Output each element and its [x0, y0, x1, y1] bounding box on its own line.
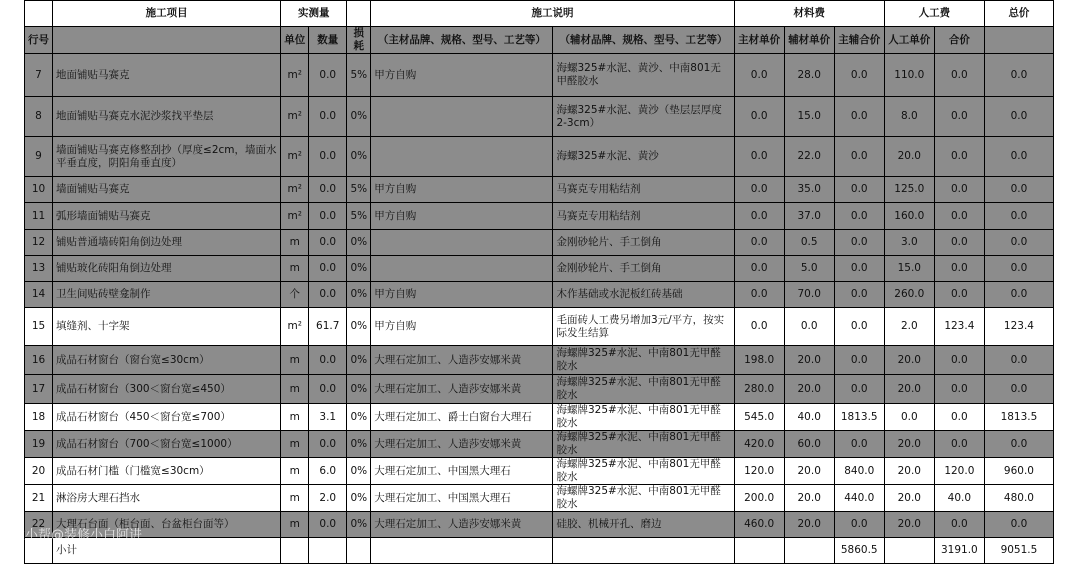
empty-cell	[309, 538, 347, 564]
cell-main-unit-price: 0.0	[734, 256, 784, 282]
header-total: 总价	[984, 1, 1053, 27]
cell-material-total: 1813.5	[834, 404, 884, 431]
cell-main-unit-price: 200.0	[734, 485, 784, 512]
empty-cell	[281, 538, 309, 564]
cell-row-total: 480.0	[984, 485, 1053, 512]
header-cell-empty	[53, 27, 281, 54]
cell-row-number: 22	[25, 512, 53, 538]
cell-quantity: 0.0	[309, 230, 347, 256]
cell-aux-material: 海螺牌325#水泥、中南801无甲醛胶水	[553, 431, 734, 458]
cell-item-name: 弧形墙面铺贴马赛克	[53, 203, 281, 230]
cell-loss: 5%	[347, 177, 371, 203]
cell-aux-material: 金刚砂轮片、手工倒角	[553, 230, 734, 256]
header-row-2	[25, 27, 1054, 54]
cell-main-unit-price: 120.0	[734, 458, 784, 485]
cell-labor-unit-price: 20.0	[884, 137, 934, 177]
cell-aux-material: 海螺牌325#水泥、中南801无甲醛胶水	[553, 458, 734, 485]
cell-row-number: 8	[25, 97, 53, 137]
cell-row-number: 13	[25, 256, 53, 282]
empty-cell	[553, 538, 734, 564]
cell-aux-material: 海螺牌325#水泥、中南801无甲醛胶水	[553, 346, 734, 375]
cell-quantity: 0.0	[309, 256, 347, 282]
cell-aux-unit-price: 22.0	[784, 137, 834, 177]
cell-aux-unit-price: 40.0	[784, 404, 834, 431]
cell-loss: 0%	[347, 230, 371, 256]
cell-material-total: 0.0	[834, 282, 884, 308]
cell-main-unit-price: 0.0	[734, 203, 784, 230]
cell-loss: 0%	[347, 346, 371, 375]
header-labor-unit-price: 人工单价	[884, 27, 934, 54]
cell-main-unit-price: 545.0	[734, 404, 784, 431]
cell-row-total: 0.0	[984, 230, 1053, 256]
cell-aux-unit-price: 20.0	[784, 375, 834, 404]
cell-main-unit-price: 0.0	[734, 177, 784, 203]
cell-item-name: 填缝剂、十字架	[53, 308, 281, 346]
cell-main-unit-price: 0.0	[734, 282, 784, 308]
header-aux-unit-price: 辅材单价	[784, 27, 834, 54]
cell-material-total: 0.0	[834, 512, 884, 538]
cell-unit: m²	[281, 203, 309, 230]
header-labor-cost: 人工费	[884, 1, 984, 27]
cell-item-name: 淋浴房大理石挡水	[53, 485, 281, 512]
cell-item-name: 卫生间贴砖壁龛制作	[53, 282, 281, 308]
table-row	[25, 282, 1054, 308]
cell-aux-unit-price: 20.0	[784, 512, 834, 538]
table-row	[25, 54, 1054, 97]
cell-material-total: 0.0	[834, 346, 884, 375]
cell-material-total: 440.0	[834, 485, 884, 512]
cell-unit: m	[281, 256, 309, 282]
cell-quantity: 0.0	[309, 282, 347, 308]
cell-labor-unit-price: 20.0	[884, 431, 934, 458]
cell-row-total: 0.0	[984, 282, 1053, 308]
cell-aux-unit-price: 20.0	[784, 485, 834, 512]
cell-row-number: 18	[25, 404, 53, 431]
cell-material-total: 0.0	[834, 97, 884, 137]
cell-labor-total: 120.0	[934, 458, 984, 485]
cell-labor-unit-price: 20.0	[884, 375, 934, 404]
table-row	[25, 431, 1054, 458]
header-cell-empty	[984, 27, 1053, 54]
cell-main-material: 大理石定加工、人造莎安娜米黄	[371, 346, 553, 375]
cell-quantity: 0.0	[309, 512, 347, 538]
cell-loss: 0%	[347, 458, 371, 485]
header-measured: 实测量	[281, 1, 347, 27]
cell-labor-unit-price: 15.0	[884, 256, 934, 282]
header-main-unit-price: 主材单价	[734, 27, 784, 54]
cell-labor-unit-price: 125.0	[884, 177, 934, 203]
table-row	[25, 203, 1054, 230]
cell-loss: 0%	[347, 375, 371, 404]
header-row-no: 行号	[25, 27, 53, 54]
cell-row-total: 123.4	[984, 308, 1053, 346]
cell-row-number: 7	[25, 54, 53, 97]
cell-main-material	[371, 256, 553, 282]
cell-row-total: 0.0	[984, 177, 1053, 203]
header-material-cost: 材料费	[734, 1, 884, 27]
header-aux-material-desc: （辅材品牌、规格、型号、工艺等）	[553, 27, 734, 54]
cell-aux-unit-price: 0.5	[784, 230, 834, 256]
cell-aux-material: 海螺325#水泥、黄沙（垫层层厚度2-3cm）	[553, 97, 734, 137]
cell-aux-unit-price: 20.0	[784, 458, 834, 485]
cell-aux-material: 海螺325#水泥、黄沙、中南801无甲醛胶水	[553, 54, 734, 97]
header-main-material-desc: （主材品牌、规格、型号、工艺等）	[371, 27, 553, 54]
cell-main-material: 大理石定加工、爵士白窗台大理石	[371, 404, 553, 431]
cell-row-number: 15	[25, 308, 53, 346]
cell-row-total: 0.0	[984, 431, 1053, 458]
cell-labor-unit-price: 110.0	[884, 54, 934, 97]
cell-quantity: 61.7	[309, 308, 347, 346]
cell-aux-unit-price: 0.0	[784, 308, 834, 346]
cell-unit: m	[281, 404, 309, 431]
cell-labor-unit-price: 20.0	[884, 458, 934, 485]
cell-aux-material: 海螺325#水泥、黄沙	[553, 137, 734, 177]
table-row	[25, 137, 1054, 177]
empty-cell	[25, 538, 53, 564]
empty-cell	[884, 538, 934, 564]
cell-labor-total: 0.0	[934, 177, 984, 203]
cell-labor-total: 0.0	[934, 54, 984, 97]
cell-material-total: 0.0	[834, 375, 884, 404]
cell-quantity: 6.0	[309, 458, 347, 485]
header-cell-empty	[25, 1, 53, 27]
cell-item-name: 铺贴玻化砖阳角倒边处理	[53, 256, 281, 282]
cell-main-unit-price: 198.0	[734, 346, 784, 375]
subtotal-label: 小计	[53, 538, 281, 564]
cell-aux-material: 马赛克专用粘结剂	[553, 203, 734, 230]
cell-labor-total: 0.0	[934, 431, 984, 458]
cell-labor-total: 123.4	[934, 308, 984, 346]
cell-row-total: 0.0	[984, 346, 1053, 375]
cell-item-name: 成品石材窗台（450＜窗台宽≤700）	[53, 404, 281, 431]
header-cell-empty	[347, 1, 371, 27]
cell-main-material: 甲方自购	[371, 282, 553, 308]
cell-unit: m²	[281, 308, 309, 346]
cell-main-unit-price: 0.0	[734, 54, 784, 97]
table-row	[25, 512, 1054, 538]
cell-labor-total: 0.0	[934, 404, 984, 431]
cell-labor-total: 0.0	[934, 512, 984, 538]
cell-unit: m	[281, 431, 309, 458]
header-quantity: 数量	[309, 27, 347, 54]
header-row-1	[25, 1, 1054, 27]
cell-unit: m	[281, 458, 309, 485]
cell-material-total: 0.0	[834, 137, 884, 177]
cell-material-total: 0.0	[834, 54, 884, 97]
cell-row-total: 0.0	[984, 54, 1053, 97]
cell-aux-unit-price: 28.0	[784, 54, 834, 97]
cell-material-total: 0.0	[834, 256, 884, 282]
cell-labor-total: 0.0	[934, 203, 984, 230]
cell-aux-material: 木作基础或水泥板红砖基础	[553, 282, 734, 308]
cell-aux-material: 毛面砖人工费另增加3元/平方，按实际发生结算	[553, 308, 734, 346]
empty-cell	[734, 538, 784, 564]
cell-loss: 0%	[347, 485, 371, 512]
cell-unit: m	[281, 375, 309, 404]
cell-material-total: 0.0	[834, 177, 884, 203]
cell-aux-unit-price: 20.0	[784, 346, 834, 375]
cell-item-name: 铺贴普通墙砖阳角倒边处理	[53, 230, 281, 256]
cell-labor-total: 40.0	[934, 485, 984, 512]
cell-quantity: 3.1	[309, 404, 347, 431]
empty-cell	[347, 538, 371, 564]
cell-material-total: 0.0	[834, 308, 884, 346]
cell-labor-total: 0.0	[934, 256, 984, 282]
cell-labor-unit-price: 20.0	[884, 346, 934, 375]
cell-row-total: 960.0	[984, 458, 1053, 485]
table-row	[25, 308, 1054, 346]
cell-row-number: 16	[25, 346, 53, 375]
cell-main-material: 甲方自购	[371, 308, 553, 346]
cell-labor-total: 0.0	[934, 230, 984, 256]
empty-cell	[784, 538, 834, 564]
cell-labor-unit-price: 20.0	[884, 512, 934, 538]
cell-quantity: 0.0	[309, 375, 347, 404]
cell-labor-unit-price: 260.0	[884, 282, 934, 308]
cell-quantity: 0.0	[309, 203, 347, 230]
cell-loss: 0%	[347, 137, 371, 177]
cell-loss: 0%	[347, 97, 371, 137]
cell-item-name: 墙面铺贴马赛克	[53, 177, 281, 203]
cell-row-number: 14	[25, 282, 53, 308]
cell-material-total: 840.0	[834, 458, 884, 485]
table-row	[25, 404, 1054, 431]
cell-item-name: 地面铺贴马赛克	[53, 54, 281, 97]
cell-unit: m²	[281, 97, 309, 137]
cell-item-name: 大理石台面（柜台面、台盆柜台面等）	[53, 512, 281, 538]
cell-quantity: 0.0	[309, 346, 347, 375]
cell-row-total: 0.0	[984, 256, 1053, 282]
cell-quantity: 0.0	[309, 177, 347, 203]
cell-aux-material: 海螺牌325#水泥、中南801无甲醛胶水	[553, 404, 734, 431]
cell-labor-unit-price: 2.0	[884, 308, 934, 346]
cell-aux-unit-price: 15.0	[784, 97, 834, 137]
cell-row-number: 21	[25, 485, 53, 512]
cell-main-unit-price: 460.0	[734, 512, 784, 538]
cell-labor-total: 0.0	[934, 346, 984, 375]
cell-row-total: 0.0	[984, 375, 1053, 404]
cell-item-name: 成品石材窗台（窗台宽≤30cm）	[53, 346, 281, 375]
subtotal-material: 5860.5	[834, 538, 884, 564]
cell-main-unit-price: 0.0	[734, 230, 784, 256]
cell-row-total: 0.0	[984, 137, 1053, 177]
header-unit: 单位	[281, 27, 309, 54]
cell-main-unit-price: 420.0	[734, 431, 784, 458]
cell-row-number: 11	[25, 203, 53, 230]
cell-loss: 0%	[347, 431, 371, 458]
cell-main-material: 甲方自购	[371, 54, 553, 97]
cell-loss: 5%	[347, 203, 371, 230]
cell-labor-unit-price: 0.0	[884, 404, 934, 431]
header-labor-total: 合价	[934, 27, 984, 54]
cell-unit: m²	[281, 54, 309, 97]
cell-item-name: 地面铺贴马赛克水泥沙浆找平垫层	[53, 97, 281, 137]
cell-labor-unit-price: 20.0	[884, 485, 934, 512]
cell-labor-total: 0.0	[934, 137, 984, 177]
cell-main-unit-price: 0.0	[734, 137, 784, 177]
cell-row-number: 17	[25, 375, 53, 404]
cell-unit: m	[281, 230, 309, 256]
cell-material-total: 0.0	[834, 230, 884, 256]
cell-unit: m	[281, 346, 309, 375]
table-row	[25, 256, 1054, 282]
cell-quantity: 0.0	[309, 431, 347, 458]
cell-row-total: 0.0	[984, 97, 1053, 137]
cell-aux-material: 马赛克专用粘结剂	[553, 177, 734, 203]
cell-unit: 个	[281, 282, 309, 308]
cell-row-number: 12	[25, 230, 53, 256]
empty-cell	[371, 538, 553, 564]
cell-main-unit-price: 280.0	[734, 375, 784, 404]
watermark-text: 住小帮@装修小白阿进	[12, 528, 143, 543]
cell-unit: m	[281, 485, 309, 512]
cell-main-material	[371, 97, 553, 137]
cell-main-material: 大理石定加工、中国黑大理石	[371, 458, 553, 485]
cell-aux-unit-price: 37.0	[784, 203, 834, 230]
subtotal-labor: 3191.0	[934, 538, 984, 564]
cell-main-material: 大理石定加工、人造莎安娜米黄	[371, 512, 553, 538]
cell-loss: 0%	[347, 256, 371, 282]
cell-item-name: 成品石材窗台（700＜窗台宽≤1000）	[53, 431, 281, 458]
cell-loss: 0%	[347, 282, 371, 308]
cell-quantity: 0.0	[309, 137, 347, 177]
cell-aux-material: 海螺牌325#水泥、中南801无甲醛胶水	[553, 485, 734, 512]
header-main-aux-total: 主辅合价	[834, 27, 884, 54]
cell-main-material: 大理石定加工、中国黑大理石	[371, 485, 553, 512]
cell-aux-material: 硅胶、机械开孔、磨边	[553, 512, 734, 538]
cell-main-material: 甲方自购	[371, 177, 553, 203]
cell-loss: 0%	[347, 308, 371, 346]
cell-item-name: 成品石材窗台（300＜窗台宽≤450）	[53, 375, 281, 404]
cell-loss: 0%	[347, 404, 371, 431]
subtotal-total: 9051.5	[984, 538, 1053, 564]
table-row	[25, 346, 1054, 375]
cell-main-material: 甲方自购	[371, 203, 553, 230]
cell-labor-total: 0.0	[934, 282, 984, 308]
cell-aux-unit-price: 60.0	[784, 431, 834, 458]
cell-aux-unit-price: 70.0	[784, 282, 834, 308]
cell-aux-unit-price: 35.0	[784, 177, 834, 203]
cell-labor-total: 0.0	[934, 375, 984, 404]
header-description: 施工说明	[371, 1, 734, 27]
table-row	[25, 230, 1054, 256]
cell-quantity: 0.0	[309, 97, 347, 137]
cell-row-total: 0.0	[984, 512, 1053, 538]
cell-labor-total: 0.0	[934, 97, 984, 137]
table-row	[25, 485, 1054, 512]
cell-row-number: 10	[25, 177, 53, 203]
cell-aux-material: 金刚砂轮片、手工倒角	[553, 256, 734, 282]
cell-row-number: 9	[25, 137, 53, 177]
budget-table	[24, 0, 1054, 564]
cell-item-name: 成品石材门槛（门槛宽≤30cm）	[53, 458, 281, 485]
cell-row-number: 20	[25, 458, 53, 485]
cell-unit: m²	[281, 137, 309, 177]
cell-unit: m²	[281, 177, 309, 203]
header-project: 施工项目	[53, 1, 281, 27]
cell-labor-unit-price: 160.0	[884, 203, 934, 230]
cell-material-total: 0.0	[834, 431, 884, 458]
cell-material-total: 0.0	[834, 203, 884, 230]
cell-main-unit-price: 0.0	[734, 97, 784, 137]
cell-main-material	[371, 137, 553, 177]
cell-aux-unit-price: 5.0	[784, 256, 834, 282]
cell-main-material: 大理石定加工、人造莎安娜米黄	[371, 375, 553, 404]
cell-labor-unit-price: 3.0	[884, 230, 934, 256]
cell-quantity: 2.0	[309, 485, 347, 512]
cell-item-name: 墙面铺贴马赛克修整刮抄（厚度≤2cm，墙面水平垂直度，阴阳角垂直度）	[53, 137, 281, 177]
cell-loss: 0%	[347, 512, 371, 538]
cell-main-material	[371, 230, 553, 256]
header-loss: 损耗	[347, 27, 371, 54]
cell-unit: m	[281, 512, 309, 538]
cell-row-total: 0.0	[984, 203, 1053, 230]
cell-row-total: 1813.5	[984, 404, 1053, 431]
subtotal-row	[25, 538, 1054, 564]
table-row	[25, 177, 1054, 203]
cell-loss: 5%	[347, 54, 371, 97]
cell-aux-material: 海螺牌325#水泥、中南801无甲醛胶水	[553, 375, 734, 404]
table-row	[25, 97, 1054, 137]
cell-row-number: 19	[25, 431, 53, 458]
cell-quantity: 0.0	[309, 54, 347, 97]
table-row	[25, 458, 1054, 485]
cell-main-material: 大理石定加工、人造莎安娜米黄	[371, 431, 553, 458]
table-row	[25, 375, 1054, 404]
cell-labor-unit-price: 8.0	[884, 97, 934, 137]
cell-main-unit-price: 0.0	[734, 308, 784, 346]
